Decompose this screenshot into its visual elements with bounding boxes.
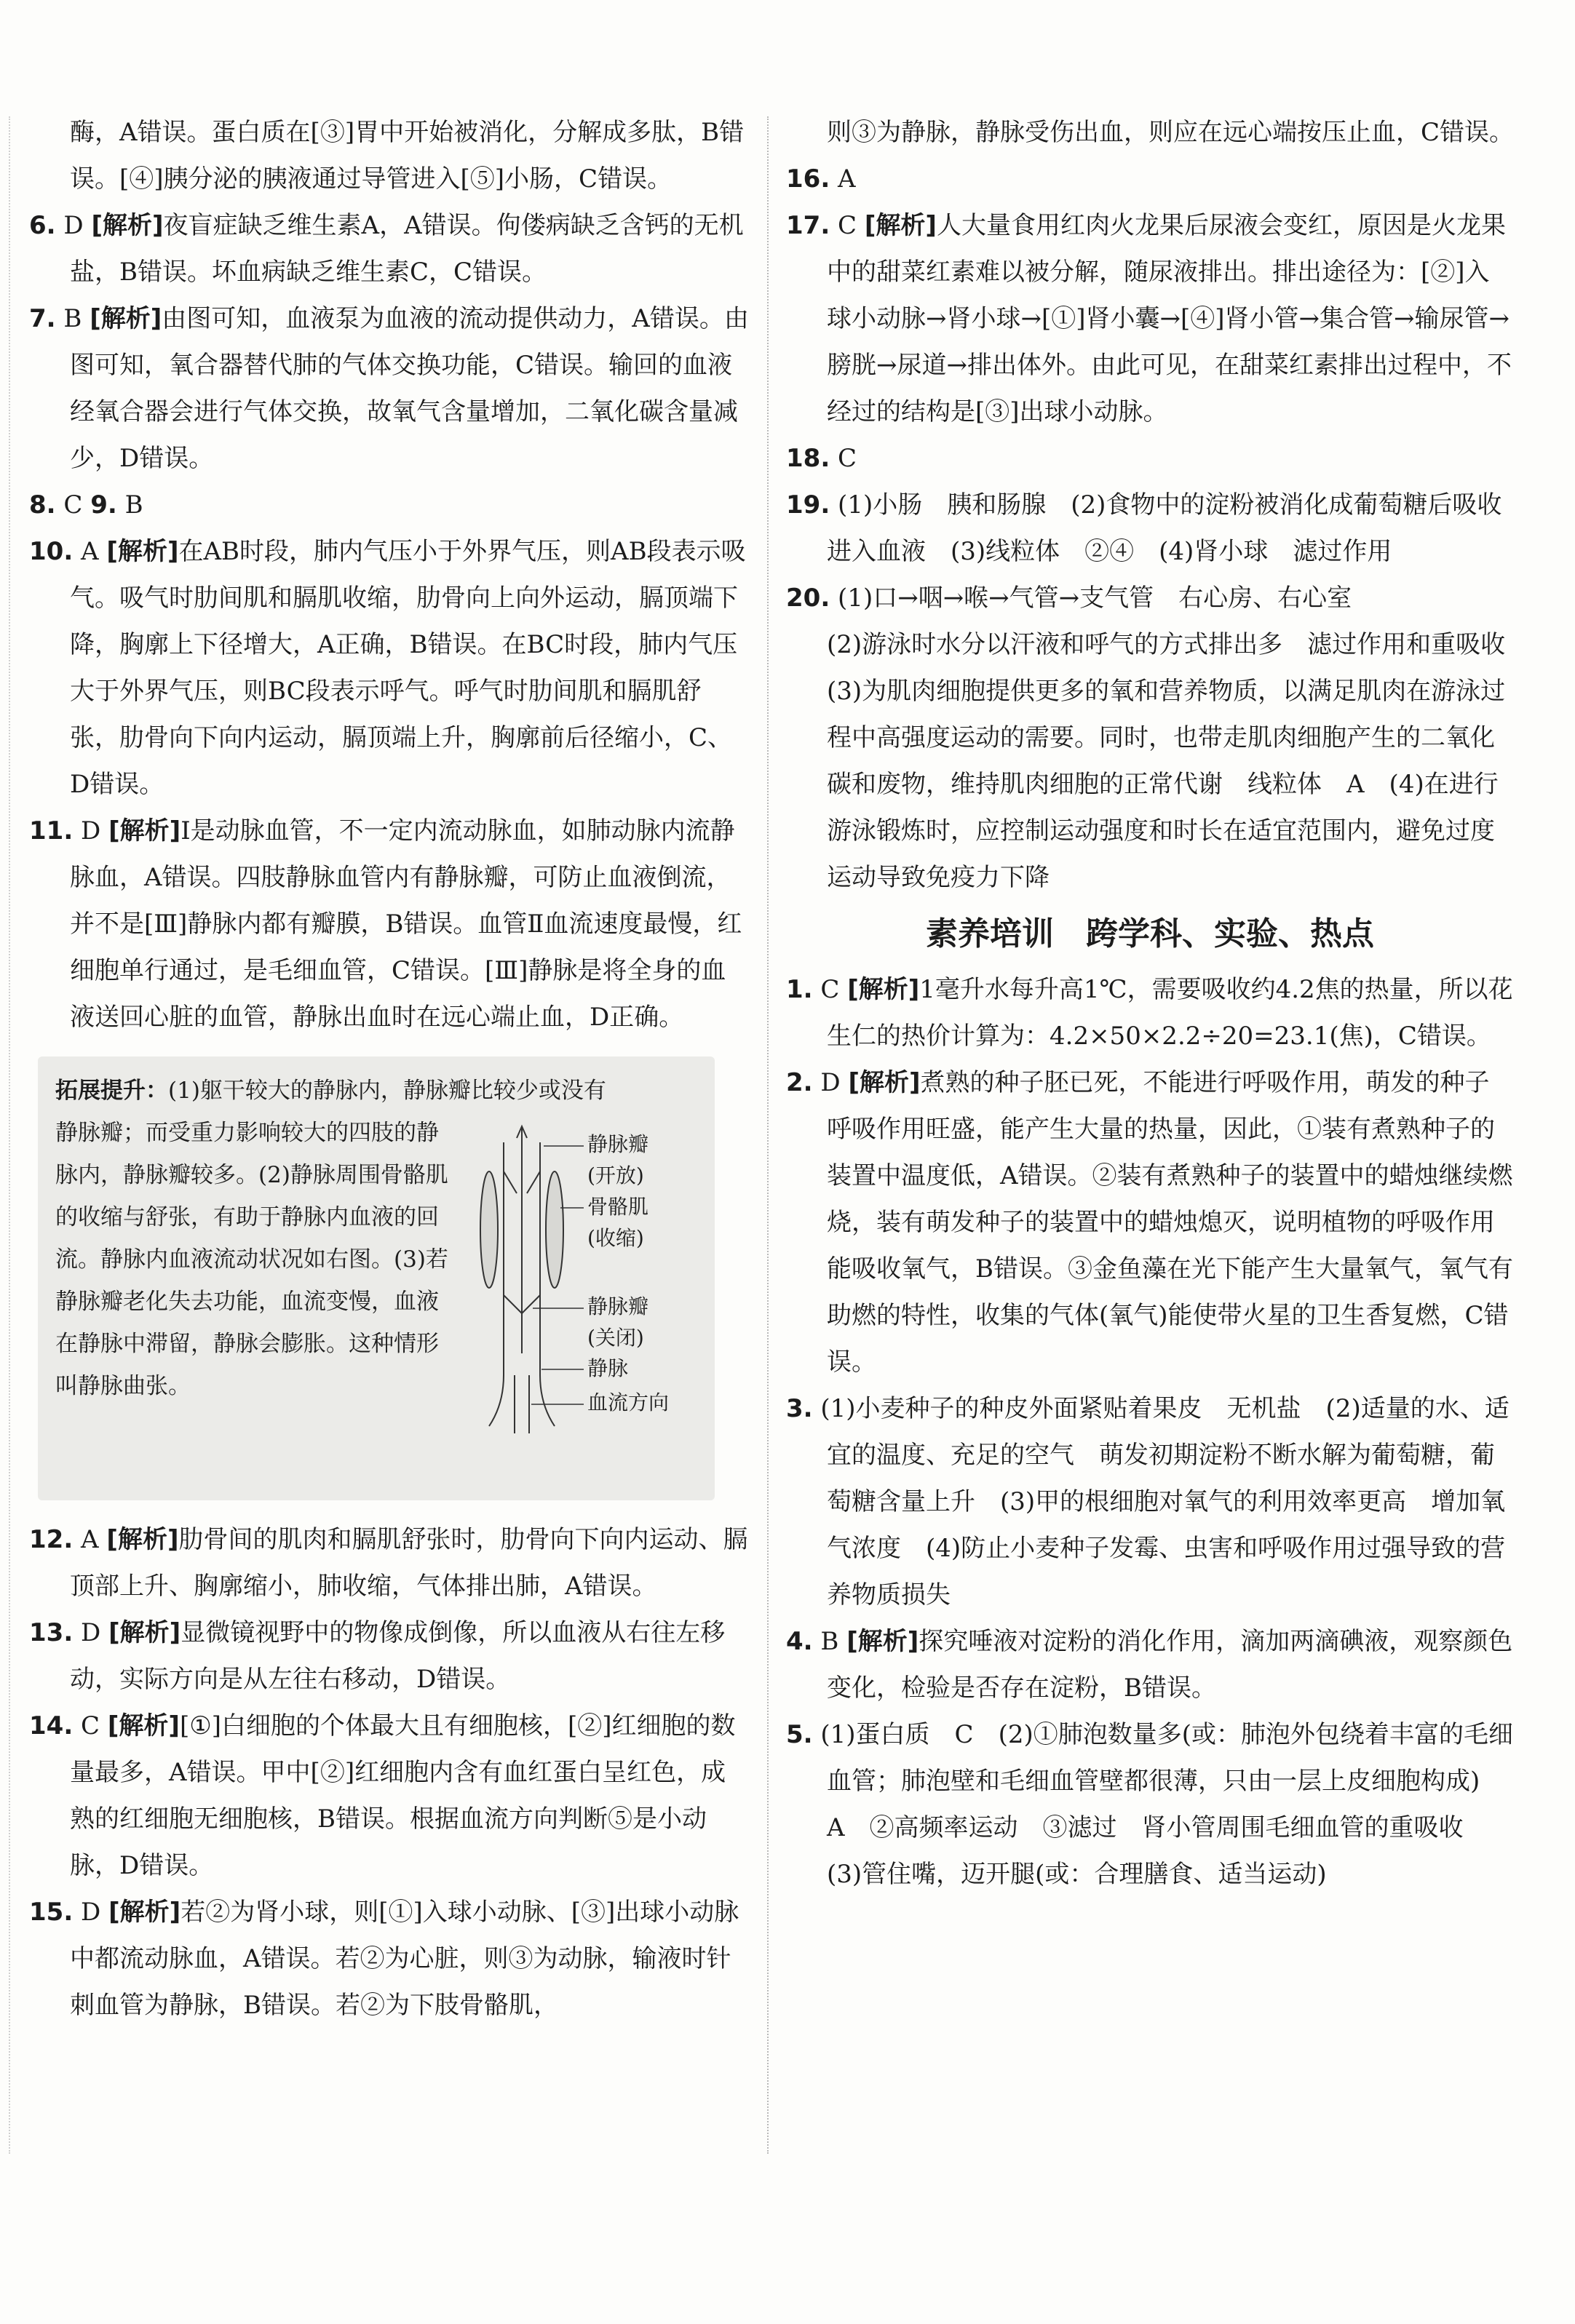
question-number: 20. <box>786 584 830 613</box>
fig-label: 静脉瓣 <box>587 1294 649 1318</box>
answer-19 <box>786 482 1514 575</box>
extension-box <box>38 1056 715 1500</box>
muscle-left <box>480 1171 498 1288</box>
answer-15 <box>29 1889 750 2029</box>
section-answer-5 <box>786 1711 1514 1898</box>
analysis-text: 肋骨间的肌肉和膈肌舒张时，肋骨向下向内运动、膈顶部上升、胸廓缩小，肺收缩，气体排出肺，A错误。 <box>70 1525 748 1601</box>
question-number: 18. <box>786 444 830 473</box>
fig-label: (关闭) <box>587 1326 644 1350</box>
section-answer-3 <box>786 1385 1514 1618</box>
analysis-text: [①]白细胞的个体最大且有细胞核，[②]红细胞的数量最多，A错误。甲中[②]红细胞内含有血红蛋白呈红色，成熟的红细胞无细胞核，B错误。根据血流方向判断⑤是小动脉，D错误。 <box>70 1711 736 1880</box>
fig-label: (收缩) <box>587 1226 644 1250</box>
section-title: 素养培训 跨学科、实验、热点 <box>926 915 1374 952</box>
analysis-tag: [解析] <box>848 1068 921 1097</box>
section-answer-2 <box>786 1059 1514 1385</box>
answer-16 <box>786 156 1514 202</box>
answer-choice: D <box>63 211 84 240</box>
question-number: 3. <box>786 1394 813 1423</box>
analysis-tag: [解析] <box>847 975 920 1004</box>
analysis-text: 若②为肾小球，则[①]入球小动脉、[③]出球小动脉中都流动脉血，A错误。若②为心脏，则③为动脉，输液时针刺血管为静脉，B错误。若②为下肢骨骼肌， <box>70 1898 739 2020</box>
analysis-tag: [解析] <box>90 304 162 333</box>
answer-choice: B <box>124 490 143 520</box>
answer-choice: A <box>81 1525 99 1554</box>
question-number: 17. <box>786 211 830 240</box>
section-answer-1 <box>786 966 1514 1059</box>
answer-text: (1)小肠 胰和肠腺 (2)食物中的淀粉被消化成葡萄糖后吸收进入血液 (3)线粒体 ②④ (4)肾小球 滤过作用 <box>827 490 1502 566</box>
answer-10 <box>29 528 750 808</box>
fig-label: (开放) <box>587 1163 644 1187</box>
answer-17 <box>786 202 1514 435</box>
answer-11 <box>29 808 750 1040</box>
question-number: 10. <box>29 537 74 566</box>
analysis-text: 煮熟的种子胚已死，不能进行呼吸作用，萌发的种子呼吸作用旺盛，能产生大量的热量，因此，①装有煮熟种子的装置中温度低，A错误。②装有煮熟种子的装置中的蜡烛继续燃烧，装有萌发种子的装置中的蜡烛熄灭，说明植物的呼吸作用能吸收氧气，B错误。③金鱼藻在光下能产生大量氧气，氧气有助燃的特性，收集的气体(氧气)能使带火星的卫生香复燃，C错误。 <box>827 1068 1513 1377</box>
answer-choice: C <box>63 490 83 520</box>
left-column <box>29 109 750 2029</box>
extension-label: 拓展提升： <box>55 1078 168 1104</box>
question-number: 5. <box>786 1720 813 1749</box>
extension-body: 静脉瓣；而受重力影响较大的四肢的静脉内，静脉瓣较多。(2)静脉周围骨骼肌的收缩与舒张，有助于静脉内血液的回流。静脉内血液流动状况如右图。(3)若静脉瓣老化失去功能，血流变慢，血液在静脉中滞留，静脉会膨胀。这种情形叫静脉曲张。 <box>55 1120 448 1399</box>
answer-8-9 <box>29 482 750 528</box>
column-divider <box>767 116 769 2154</box>
question-number: 19. <box>786 490 830 520</box>
analysis-tag: [解析] <box>108 1618 181 1647</box>
analysis-tag: [解析] <box>108 1898 181 1927</box>
analysis-tag: [解析] <box>108 816 181 845</box>
fig-label: 静脉 <box>587 1356 629 1380</box>
answer-text: (2)游泳时水分以汗液和呼气的方式排出多 滤过作用和重吸收 (3)为肌肉细胞提供更多的氧和营养物质，以满足肌肉在游泳过程中高强度运动的需要。同时，也带走肌肉细胞产生的二氧化碳和废物，维持肌肉细胞的正常代谢 线粒体 A (4)在进行游泳锻炼时，应控制运动强度和时长在适宜范围内，避免过度运动导致免疫力下降 <box>827 630 1531 892</box>
answer-choice: D <box>81 816 101 845</box>
question-number: 4. <box>786 1627 813 1656</box>
question-number: 13. <box>29 1618 74 1647</box>
answer-choice: A <box>838 164 856 194</box>
analysis-text: 1毫升水每升高1℃，需要吸收约4.2焦的热量，所以花生仁的热价计算为：4.2×50×2.2÷20=23.1(焦)，C错误。 <box>827 975 1513 1051</box>
answer-18 <box>786 435 1514 482</box>
answer-20-continued <box>786 621 1531 901</box>
analysis-tag: [解析] <box>107 1711 180 1740</box>
answer-choice: A <box>81 537 99 566</box>
fig-label: 静脉瓣 <box>587 1132 649 1156</box>
answer-choice: D <box>81 1898 101 1927</box>
answer-choice: B <box>63 304 82 333</box>
answer-choice: C <box>838 211 857 240</box>
extension-text: (1)躯干较大的静脉内，静脉瓣比较少或没有 <box>168 1078 606 1104</box>
answer-choice: B <box>820 1627 839 1656</box>
analysis-text: 显微镜视野中的物像成倒像，所以血液从右往左移动，实际方向是从左往右移动，D错误。 <box>70 1618 726 1694</box>
question-number: 11. <box>29 816 74 845</box>
answer-text: (1)蛋白质 C (2)①肺泡数量多(或：肺泡外包绕着丰富的毛细血管；肺泡壁和毛细血管壁都很薄，只由一层上皮细胞构成) A ②高频率运动 ③滤过 肾小管周围毛细血管的重吸收 (3)管住嘴，迈开腿(或：合理膳食、适当运动) <box>820 1720 1513 1889</box>
text: 酶，A错误。蛋白质在[③]胃中开始被消化，分解成多肽，B错误。[④]胰分泌的胰液通过导管进入[⑤]小肠，C错误。 <box>70 118 745 194</box>
question-number: 14. <box>29 1711 74 1740</box>
question-number: 15. <box>29 1898 74 1927</box>
right-column <box>786 109 1531 1898</box>
answer-12 <box>29 1516 750 1609</box>
question-number: 12. <box>29 1525 74 1554</box>
answer-14 <box>29 1703 750 1889</box>
question-number: 7. <box>29 304 56 333</box>
answer-choice: D <box>820 1068 841 1097</box>
analysis-tag: [解析] <box>846 1627 919 1656</box>
answer-choice: C <box>820 975 840 1004</box>
left-margin-dots <box>9 116 10 2154</box>
question-number: 8. <box>29 490 56 520</box>
vein-branch <box>515 1375 529 1433</box>
analysis-tag: [解析] <box>106 537 179 566</box>
analysis-tag: [解析] <box>91 211 164 240</box>
question-number: 2. <box>786 1068 813 1097</box>
analysis-text: Ⅰ是动脉血管，不一定内流动脉血，如肺动脉内流静脉血，A错误。四肢静脉血管内有静脉瓣，可防止血液倒流，并不是[Ⅲ]静脉内都有瓣膜，B错误。血管Ⅱ血流速度最慢，红细胞单行通过，是毛细血管，C错误。[Ⅲ]静脉是将全身的血液送回心脏的血管，静脉出血时在远心端止血，D正确。 <box>70 816 742 1032</box>
answer-7 <box>29 295 750 482</box>
answer-text: (1)口→咽→喉→气管→支气管 右心房、右心室 <box>838 584 1352 613</box>
analysis-text: 由图可知，血液泵为血液的流动提供动力，A错误。由图可知，氧合器替代肺的气体交换功能，C错误。输回的血液经氧合器会进行气体交换，故氧气含量增加，二氧化碳含量减少，D错误。 <box>70 304 749 473</box>
text: 则③为静脉，静脉受伤出血，则应在远心端按压止血，C错误。 <box>827 118 1515 147</box>
answer-choice: D <box>81 1618 101 1647</box>
answer-fragment <box>786 109 1514 156</box>
analysis-text: 夜盲症缺乏维生素A，A错误。佝偻病缺乏含钙的无机盐，B错误。坏血病缺乏维生素C，C错误。 <box>70 211 744 287</box>
extension-first-line <box>55 1070 697 1112</box>
answer-20 <box>786 575 1514 621</box>
question-number: 6. <box>29 211 56 240</box>
analysis-text: 在AB时段，肺内气压小于外界气压，则AB段表示吸气。吸气时肋间肌和膈肌收缩，肋骨向上向外运动，膈顶端下降，胸廓上下径增大，A正确，B错误。在BC时段，肺内气压大于外界气压，则BC段表示呼气。呼气时肋间肌和膈肌舒张，肋骨向下向内运动，膈顶端上升，胸廓前后径缩小，C、D错误。 <box>70 537 746 799</box>
answer-6 <box>29 202 750 295</box>
analysis-tag: [解析] <box>106 1525 179 1554</box>
question-number: 9. <box>90 490 117 520</box>
answer-text: (1)小麦种子的种皮外面紧贴着果皮 无机盐 (2)适量的水、适宜的温度、充足的空气 萌发初期淀粉不断水解为葡萄糖，葡萄糖含量上升 (3)甲的根细胞对氧气的利用效率更高 增加氧气浓度 (4)防止小麦种子发霉、虫害和呼吸作用过强导致的营养物质损失 <box>820 1394 1509 1609</box>
question-number: 16. <box>786 164 830 194</box>
analysis-text: 探究唾液对淀粉的消化作用，滴加两滴碘液，观察颜色变化，检验是否存在淀粉，B错误。 <box>827 1627 1513 1703</box>
analysis-text: 人大量食用红肉火龙果后尿液会变红，原因是火龙果中的甜菜红素难以被分解，随尿液排出。排出途径为：[②]入球小动脉→肾小球→[①]肾小囊→[④]肾小管→集合管→输尿管→膀胱→尿道→排出体外。由此可见，在甜菜红素排出过程中，不经过的结构是[③]出球小动脉。 <box>827 211 1512 426</box>
answer-choice: C <box>838 444 857 473</box>
question-number: 1. <box>786 975 813 1004</box>
fig-label: 骨骼肌 <box>587 1195 649 1219</box>
vein-diagram <box>475 1113 707 1455</box>
fig-label: 血流方向 <box>587 1390 670 1414</box>
answer-fragment <box>29 109 750 202</box>
muscle-right <box>546 1171 563 1288</box>
analysis-tag: [解析] <box>864 211 937 240</box>
answer-choice: C <box>81 1711 100 1740</box>
section-answer-4 <box>786 1618 1514 1711</box>
answer-13 <box>29 1609 750 1703</box>
